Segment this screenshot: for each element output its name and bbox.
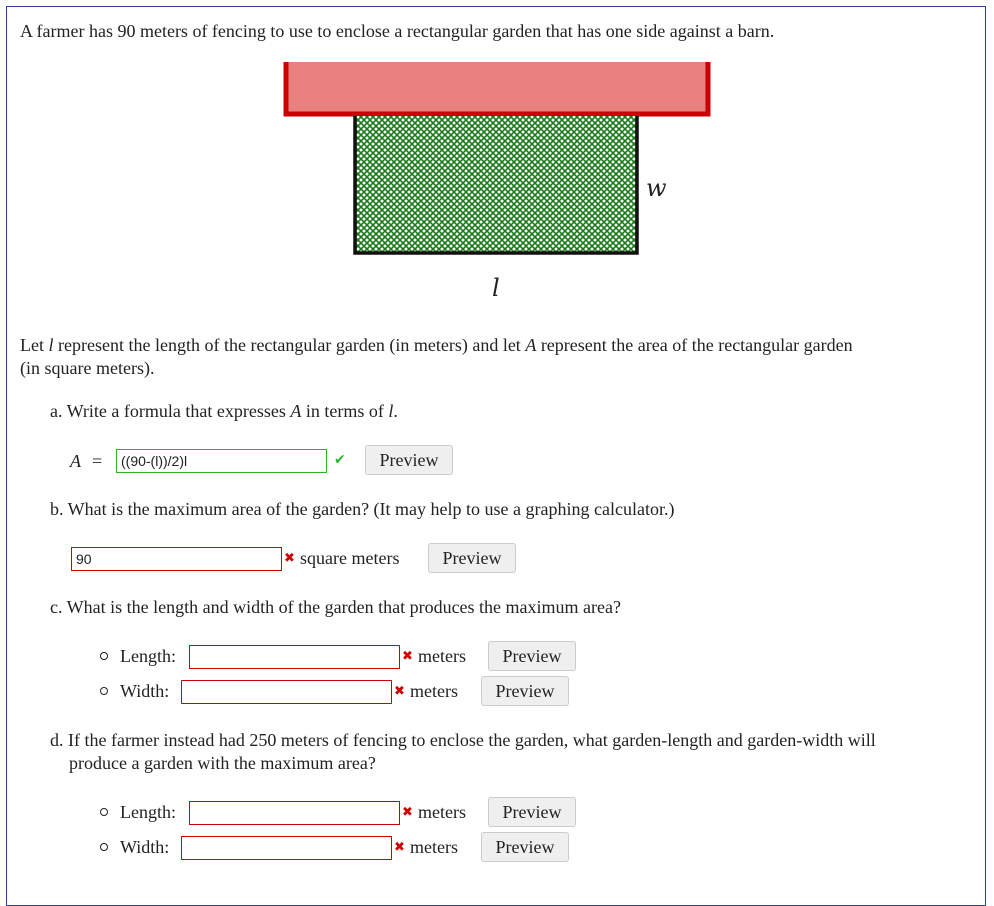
bullet-icon	[100, 652, 108, 660]
incorrect-x-icon: ✖	[402, 649, 413, 664]
bullet-icon	[100, 808, 108, 816]
part-c-width-input[interactable]	[181, 680, 392, 704]
garden-diagram	[280, 60, 720, 305]
part-a-answer-label: A	[70, 451, 81, 471]
definition-line-2: (in square meters).	[20, 358, 155, 378]
part-d-width-label: Width:	[120, 837, 170, 857]
incorrect-x-icon: ✖	[284, 551, 295, 566]
part-d-question-line-1: d. If the farmer instead had 250 meters of fencing to enclose the garden, what garden-length and garden-width will	[50, 730, 876, 750]
part-d-width-unit: meters	[410, 837, 458, 857]
part-b-preview-button[interactable]: Preview	[428, 543, 516, 573]
part-c-length-unit: meters	[418, 646, 466, 666]
part-d-length-label: Length:	[120, 802, 176, 822]
part-c-length-preview-button[interactable]: Preview	[488, 641, 576, 671]
part-d-width-preview-button[interactable]: Preview	[481, 832, 569, 862]
part-a-equals: =	[92, 451, 103, 471]
incorrect-x-icon: ✖	[394, 684, 405, 699]
part-d-length-input[interactable]	[189, 801, 400, 825]
bullet-icon	[100, 843, 108, 851]
part-c-width-unit: meters	[410, 681, 458, 701]
part-c-length-label: Length:	[120, 646, 176, 666]
part-c-length-input[interactable]	[189, 645, 400, 669]
garden-fence	[355, 116, 637, 253]
part-c-width-label: Width:	[120, 681, 170, 701]
incorrect-x-icon: ✖	[394, 840, 405, 855]
part-d-width-input[interactable]	[181, 836, 392, 860]
part-d-question-line-2: produce a garden with the maximum area?	[69, 753, 376, 773]
definition-line-1: Let l represent the length of the rectangular garden (in meters) and let A represent the area of the rectangular garden	[20, 335, 853, 355]
part-b-answer-input[interactable]: 90	[71, 547, 282, 571]
length-label: l	[492, 274, 500, 302]
part-c-width-preview-button[interactable]: Preview	[481, 676, 569, 706]
width-label: w	[646, 174, 667, 202]
correct-check-icon: ✔	[334, 452, 346, 468]
incorrect-x-icon: ✖	[402, 805, 413, 820]
part-c-question: c. What is the length and width of the garden that produces the maximum area?	[50, 597, 621, 617]
part-d-length-preview-button[interactable]: Preview	[488, 797, 576, 827]
part-a-preview-button[interactable]: Preview	[365, 445, 453, 475]
part-b-question: b. What is the maximum area of the garden? (It may help to use a graphing calculator.)	[50, 499, 675, 519]
part-b-unit: square meters	[300, 548, 400, 568]
part-d-length-unit: meters	[418, 802, 466, 822]
part-a-answer-input[interactable]: ((90-(l))/2)l	[116, 449, 327, 473]
problem-intro: A farmer has 90 meters of fencing to use to enclose a rectangular garden that has one side against a barn.	[20, 21, 775, 41]
bullet-icon	[100, 687, 108, 695]
part-a-question: a. Write a formula that expresses A in terms of l.	[50, 401, 398, 421]
barn	[286, 62, 708, 114]
